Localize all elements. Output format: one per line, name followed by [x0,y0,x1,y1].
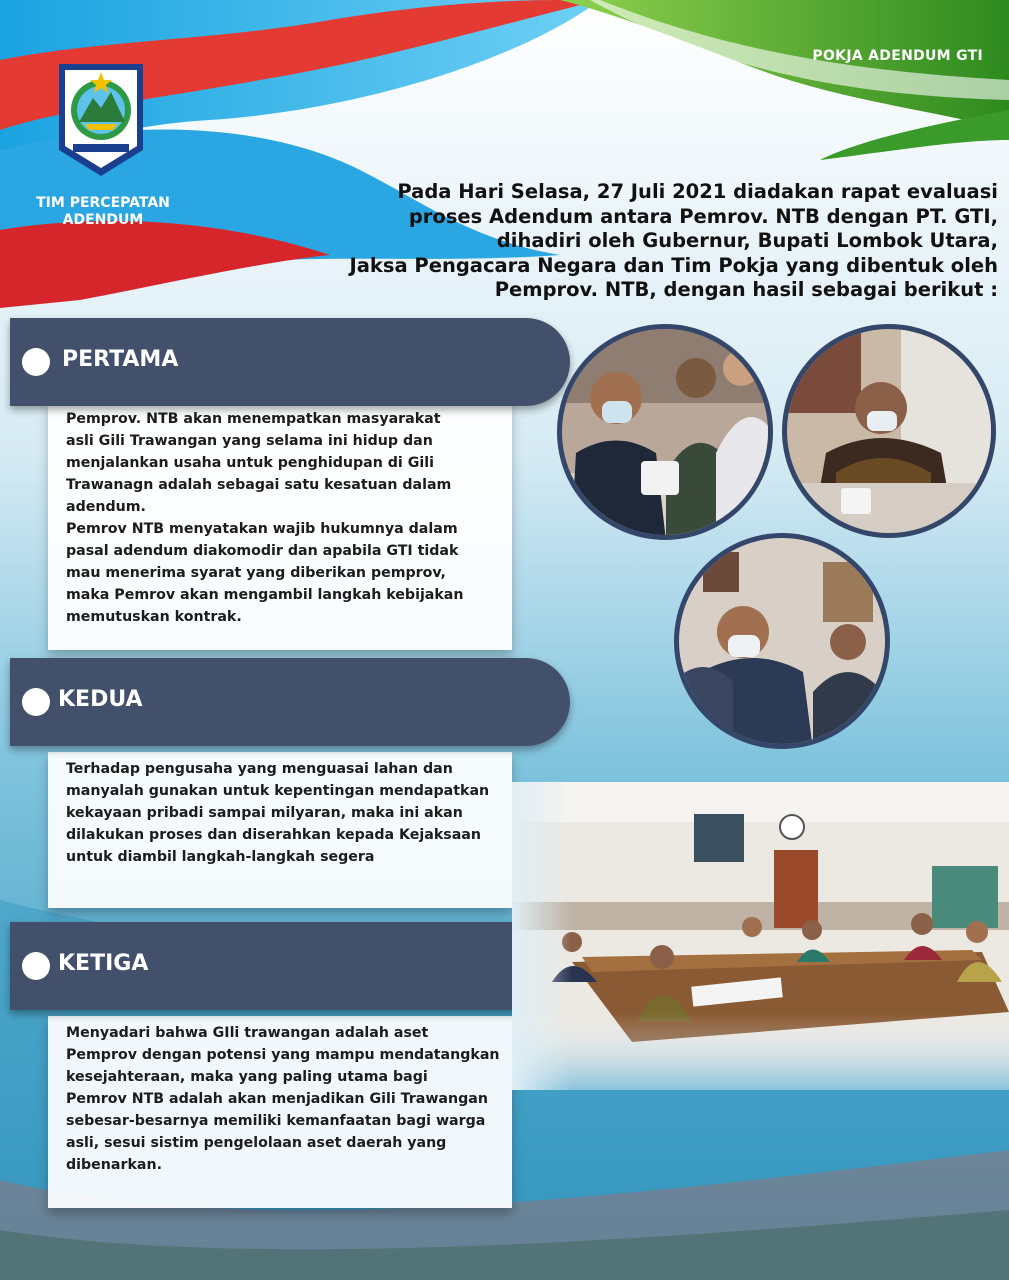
text-line: dilakukan proses dan diserahkan kepada Kejaksaan [66,827,481,843]
section-banner-ketiga [10,922,570,1010]
header-label: POKJA ADENDUM GTI [812,48,983,64]
text-line: Trawanagn adalah sebagai satu kesatuan dalam [66,477,452,493]
ntb-logo [55,58,147,178]
text-line: maka Pemrov akan mengambil langkah kebijakan [66,587,464,603]
meeting-photo-circle-2 [781,323,997,539]
bullet-icon [22,952,50,980]
text-line: memutuskan kontrak. [66,609,242,625]
text-line: asli, sesui sistim pengelolaan aset daerah yang [66,1135,447,1151]
section-title: PERTAMA [62,347,179,372]
intro-line: Pada Hari Selasa, 27 Juli 2021 diadakan rapat evaluasi [397,180,998,203]
section-text [48,1016,512,1176]
intro-line: dihadiri oleh Gubernur, Bupati Lombok Utara, [496,229,998,252]
text-line: manyalah gunakan untuk kepentingan mendapatkan [66,783,490,799]
text-line: Terhadap pengusaha yang menguasai lahan dan [66,761,453,777]
section-banner-kedua [10,658,570,746]
text-line: pasal adendum diakomodir dan apabila GTI tidak [66,543,459,559]
intro-line: proses Adendum antara Pemrov. NTB dengan PT. GTI, [408,204,998,228]
text-line: kekayaan pribadi sampai milyaran, maka ini akan [66,805,463,821]
text-line: Pemprov dengan potensi yang mampu mendatangkan [66,1047,500,1063]
text-line: dibenarkan. [66,1157,162,1173]
section-title: KEDUA [58,687,143,712]
section-card-kedua [48,752,512,908]
section-card-pertama [48,402,512,650]
text-line: kesejahteraan, maka yang paling utama bagi [66,1069,428,1085]
section-title: KETIGA [58,951,149,976]
section-banner-pertama [10,318,570,406]
text-line: Pemrov NTB menyatakan wajib hukumnya dalam [66,521,458,537]
intro-paragraph [230,180,998,303]
meeting-photo-circle-1 [556,323,774,541]
text-line: mau menerima syarat yang diberikan pemprov, [66,565,446,581]
section-text [48,752,512,868]
text-line: menjalankan usaha untuk penghidupan di Gili [66,455,434,471]
intro-line: Jaksa Pengacara Negara dan Tim Pokja yang dibentuk oleh [349,253,998,277]
text-line: untuk diambil langkah-langkah segera [66,849,375,865]
text-line: Pemrov NTB adalah akan menjadikan Gili Trawangan [66,1091,488,1107]
bullet-icon [22,348,50,376]
team-name: TIM PERCEPATAN ADENDUM [36,195,170,228]
section-card-ketiga [48,1016,512,1208]
text-line: adendum. [66,499,146,515]
bullet-icon [22,688,50,716]
text-line: asli Gili Trawangan yang selama ini hidup dan [66,433,433,449]
meeting-photo-circle-3 [673,532,891,750]
meeting-room-photo [512,782,1009,1090]
section-text [48,402,512,628]
text-line: Pemprov. NTB akan menempatkan masyarakat [66,411,441,427]
intro-line: Pemprov. NTB, dengan hasil sebagai berikut : [494,278,998,301]
text-line: sebesar-besarnya memiliki kemanfaatan bagi warga [66,1113,486,1129]
text-line: Menyadari bahwa GIli trawangan adalah aset [66,1025,429,1041]
